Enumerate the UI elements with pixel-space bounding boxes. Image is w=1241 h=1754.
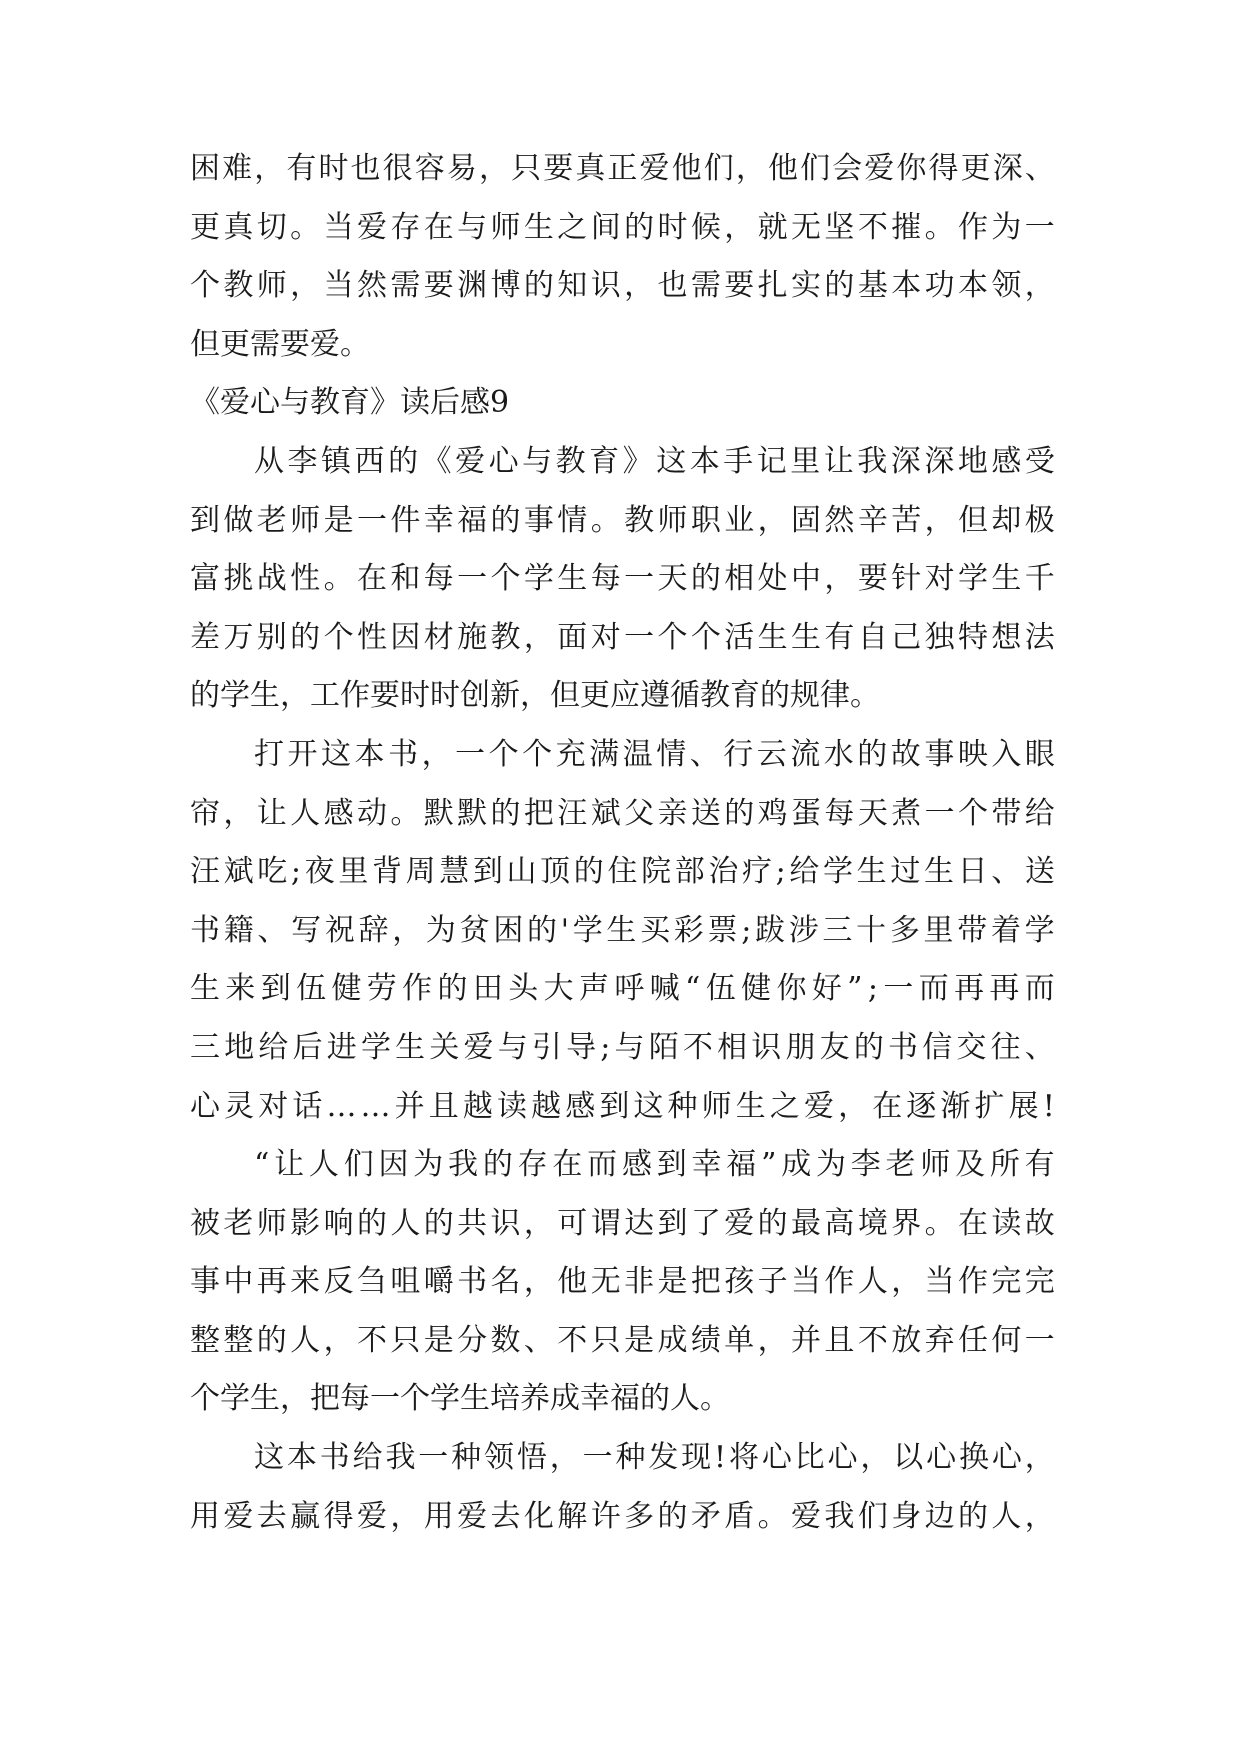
document-body: [190, 140, 1055, 1546]
text-line: 帘 ， 让 人 感 动 。 默 默 的 把 汪 斌 父 亲 送 的 鸡 蛋 每 天 煮 一 个 带 给: [190, 795, 1055, 831]
text-line: 富 挑 战 性 。 在 和 每 一 个 学 生 每 一 天 的 相 处 中 ， 要 针 对 学 生 千: [190, 561, 1055, 597]
text-line: 整 整 的 人 ， 不 只 是 分 数 、 不 只 是 成 绩 单 ， 并 且 不 放 弃 任 何 一: [190, 1322, 1055, 1358]
text-line: 困 难 ， 有 时 也 很 容 易 ， 只 要 真 正 爱 他 们 ， 他 们 会 爱 你 得 更 深 、: [190, 151, 1055, 186]
text-line: 生 来 到 伍 健 劳 作 的 田 头 大 声 呼 喊 “ 伍 健 你 好 ” ; 一 而 再 再 而: [190, 971, 1055, 1007]
text-line: 个学生，把每一个学生培养成幸福的人。: [190, 1381, 730, 1417]
text-line: 心 灵 对 话 … … 并 且 越 读 越 感 到 这 种 师 生 之 爱 ， 在 逐 渐 扩 展 !: [190, 1088, 1055, 1124]
text-line: 用 爱 去 赢 得 爱 ， 用 爱 去 化 解 许 多 的 矛 盾 。 爱 我 们 身 边 的 人 ，: [190, 1498, 1055, 1534]
text-line: 三 地 给 后 进 学 生 关 爱 与 引 导 ; 与 陌 不 相 识 朋 友 的 书 信 交 往 、: [190, 1029, 1055, 1065]
text-line: 但更需要爱。: [190, 326, 370, 362]
text-line: 被 老 师 影 响 的 人 的 共 识 ， 可 谓 达 到 了 爱 的 最 高 境 界 。 在 读 故: [190, 1205, 1055, 1241]
text-line: 到 做 老 师 是 一 件 幸 福 的 事 情 。 教 师 职 业 ， 固 然 辛 苦 ， 但 却 极: [190, 502, 1055, 538]
text-line: “ 让 人 们 因 为 我 的 存 在 而 感 到 幸 福 ” 成 为 李 老 师 及 所 有: [254, 1147, 1055, 1183]
text-line: 更 真 切 。 当 爱 存 在 与 师 生 之 间 的 时 候 ， 就 无 坚 不 摧 。 作 为 一: [190, 209, 1055, 245]
text-line: 个 教 师 ， 当 然 需 要 渊 博 的 知 识 ， 也 需 要 扎 实 的 基 本 功 本 领 ，: [190, 268, 1055, 304]
text-line: 事 中 再 来 反 刍 咀 嚼 书 名 ， 他 无 非 是 把 孩 子 当 作 人 ， 当 作 完 完: [190, 1264, 1055, 1300]
section-heading: 《爱心与教育》读后感9: [190, 385, 510, 421]
text-line: 书 籍 、 写 祝 辞 ， 为 贫 困 的 ' 学 生 买 彩 票 ; 跋 涉 三 十 多 里 带 着 学: [190, 912, 1055, 948]
text-line: 打 开 这 本 书 ， 一 个 个 充 满 温 情 、 行 云 流 水 的 故 事 映 入 眼: [254, 736, 1055, 772]
text-line: 从 李 镇 西 的 《 爱 心 与 教 育 》 这 本 手 记 里 让 我 深 深 地 感 受: [254, 443, 1055, 479]
text-line: 差 万 别 的 个 性 因 材 施 教 ， 面 对 一 个 个 活 生 生 有 自 己 独 特 想 法: [190, 619, 1055, 655]
text-line: 的学生，工作要时时创新，但更应遵循教育的规律。: [190, 678, 880, 714]
text-line: 汪 斌 吃 ; 夜 里 背 周 慧 到 山 顶 的 住 院 部 治 疗 ; 给 学 生 过 生 日 、 送: [190, 854, 1055, 890]
text-line: 这 本 书 给 我 一 种 领 悟 ， 一 种 发 现 ! 将 心 比 心 ， 以 心 换 心 ，: [254, 1440, 1055, 1476]
